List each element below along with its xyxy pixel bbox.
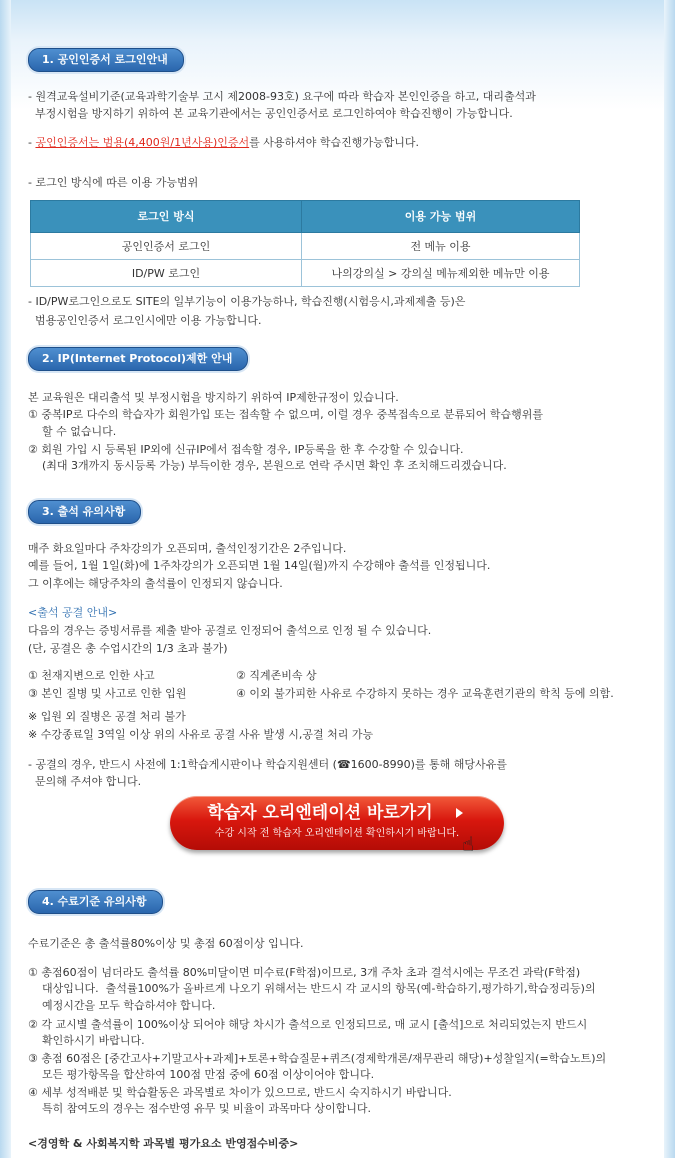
table-cell: 공인인증서 로그인 — [31, 233, 302, 260]
excuse-item: ④ 이외 불가피한 사유로 수강하지 못하는 경우 교육훈련기관의 학칙 등에 의함. — [236, 687, 614, 700]
sec3-text: 매주 화요일마다 주차강의가 오픈되며, 출석인정기간은 2주입니다. — [28, 542, 347, 555]
sec4-text: ② 각 교시별 출석률이 100%이상 되어야 해당 차시가 출석으로 인정되므로, 매 교시 [출석]으로 처리되었는지 반드시 — [28, 1018, 588, 1031]
sec1-certificate-note — [28, 134, 419, 151]
sec4-text: ① 총점60점이 넘더라도 출석률 80%미달이면 미수료(F학점)이므로, 3개 주차 초과 결석시에는 무조건 과락(F학점) — [28, 966, 581, 979]
sec3-note: ※ 수강종료일 3역일 이상 위의 사유로 공결 사유 발생 시,공결 처리 가능 — [28, 728, 374, 741]
orientation-button-label: 학습자 오리엔테이션 바로가기 — [207, 803, 433, 823]
sec3-text: - 공결의 경우, 반드시 사전에 1:1학습게시판이나 학습지원센터 (☎1600-8990)를 통해 해당사유를 — [28, 758, 507, 771]
sec3-text: 그 이후에는 해당주차의 출석률이 인정되지 않습니다. — [28, 577, 283, 590]
sec4-text: 모든 평가항목을 합산하여 100점 만점 중에 60점 이상이어야 합니다. — [28, 1068, 375, 1081]
sec2-text: ① 중복IP로 다수의 학습자가 회원가입 또는 접속할 수 없으며, 이럴 경우 중복접속으로 분류되어 학습행위를 — [28, 408, 543, 421]
section-2-title: 2. IP(Internet Protocol)제한 안내 — [28, 347, 248, 371]
sec3-text: 다음의 경우는 증빙서류를 제출 받아 공결로 인정되어 출석으로 인정 될 수 있습니다. — [28, 624, 432, 637]
sec1-text: - 원격교육설비기준(교육과학기술부 고시 제2008-93호) 요구에 따라 학습자 본인인증을 하고, 대리출석과 — [28, 90, 536, 103]
table-cell: 나의강의실 > 강의실 메뉴제외한 메뉴만 이용 — [302, 260, 580, 287]
sec1-text: 범용공인인증서 로그인시에만 이용 가능합니다. — [28, 314, 262, 327]
certificate-link[interactable]: 공인인증서는 범용(4,400원/1년사용)인증서 — [35, 136, 250, 149]
sec3-text: 문의해 주셔야 합니다. — [28, 775, 142, 788]
sec2-text: 할 수 없습니다. — [28, 425, 117, 438]
sec4-subheading: <경영학 & 사회복지학 과목별 평가요소 반영점수비중> — [28, 1137, 299, 1150]
table-cell: ID/PW 로그인 — [31, 260, 302, 287]
sec4-text: 대상입니다. 출석률100%가 올바르게 나오기 위해서는 반드시 각 교시의 항목(예-학습하기,평가하기,학습정리등)의 — [28, 982, 596, 995]
login-scope-table — [30, 200, 580, 287]
sec2-text: 본 교육원은 대리출석 및 부정시험을 방지하기 위하여 IP제한규정이 있습니다. — [28, 391, 399, 404]
sec4-text: 예정시간을 모두 학습하셔야 합니다. — [28, 999, 216, 1012]
sec4-text: 특히 참여도의 경우는 점수반영 유무 및 비율이 과목마다 상이합니다. — [28, 1102, 371, 1115]
excuse-item: ① 천재지변으로 인한 사고 — [28, 669, 155, 682]
table-cell: 전 메뉴 이용 — [302, 233, 580, 260]
table-row — [31, 233, 580, 260]
section-4-title: 4. 수료기준 유의사항 — [28, 890, 163, 914]
triangle-right-icon — [456, 808, 463, 818]
excuse-item: ③ 본인 질병 및 사고로 인한 입원 — [28, 687, 187, 700]
sec2-text: (최대 3개까지 동시등록 가능) 부득이한 경우, 본원으로 연락 주시면 확인 후 조치해드리겠습니다. — [28, 459, 507, 472]
hand-pointer-icon: ☝ — [462, 832, 475, 856]
table-row — [31, 260, 580, 287]
sec3-text: (단, 공결은 총 수업시간의 1/3 초과 불가) — [28, 642, 228, 655]
table-header: 로그인 방식 — [31, 201, 302, 233]
sec3-text: 예를 들어, 1월 1일(화)에 1주차강의가 오픈되면 1월 14일(월)까지 수강해야 출석를 인정됩니다. — [28, 559, 491, 572]
sec4-text: 확인하시기 바랍니다. — [28, 1034, 145, 1047]
sec2-text: ② 회원 가입 시 등록된 IP외에 신규IP에서 접속할 경우, IP등록을 한 후 수강할 수 있습니다. — [28, 443, 464, 456]
sec1-text: 부정시험을 방지하기 위하여 본 교육기관에서는 공인인증서로 로그인하여야 학습진행이 가능합니다. — [28, 107, 513, 120]
orientation-button-sublabel: 수강 시작 전 학습자 오리엔테이션 확인하시기 바랍니다. — [214, 828, 460, 839]
sec1-text: 를 사용하셔야 학습진행가능합니다. — [249, 136, 420, 149]
sec4-text: ③ 총점 60점은 [중간고사+기말고사+과제]+토론+학습질문+퀴즈(경제학개론/재무관리 해당)+성찰일지(=학습노트)의 — [28, 1052, 607, 1065]
section-1-title: 1. 공인인증서 로그인안내 — [28, 48, 184, 72]
excuse-item: ② 직계존비속 상 — [236, 669, 317, 682]
section-3-title: 3. 출석 유의사항 — [28, 500, 141, 524]
orientation-button[interactable] — [170, 796, 504, 850]
table-header: 이용 가능 범위 — [302, 201, 580, 233]
sec1-text: - 로그인 방식에 따른 이용 가능범위 — [28, 176, 199, 189]
sec3-note: ※ 입원 외 질병은 공결 처리 불가 — [28, 710, 186, 723]
sec4-text: 수료기준은 총 출석률80%이상 및 총점 60점이상 입니다. — [28, 937, 304, 950]
sec1-text: - ID/PW로그인으로도 SITE의 일부기능이 이용가능하나, 학습진행(시험응시,과제제출 등)은 — [28, 295, 466, 308]
sec4-text: ④ 세부 성적배분 및 학습활동은 과목별로 차이가 있으므로, 반드시 숙지하시기 바랍니다. — [28, 1086, 452, 1099]
bullet: - — [28, 136, 36, 149]
attendance-excuse-subtitle: <출석 공결 안내> — [28, 606, 118, 619]
